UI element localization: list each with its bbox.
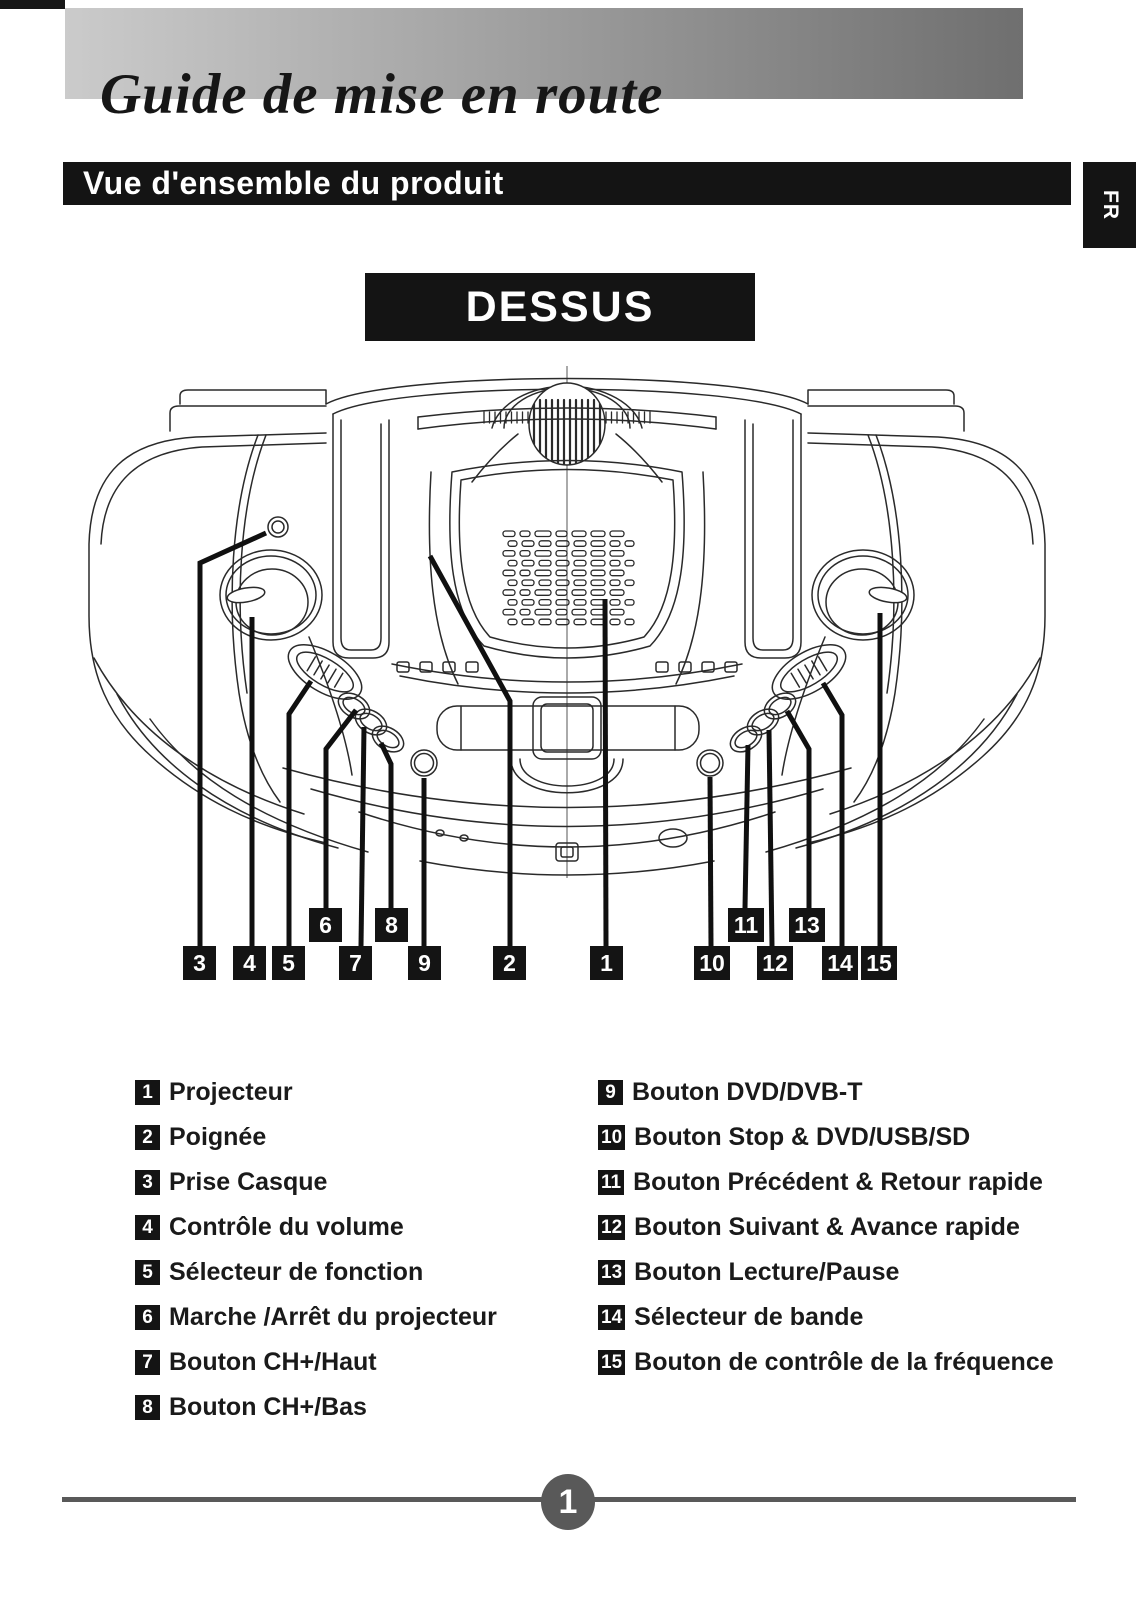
callout-6: 6: [319, 912, 332, 938]
device-top-view-diagram: [0, 350, 1136, 990]
ch-up-button: [351, 704, 391, 740]
legend-num-13: 13: [598, 1260, 625, 1285]
bottom-details: [436, 829, 687, 861]
legend-num-10: 10: [598, 1125, 625, 1150]
legend-item-9: [598, 1080, 1118, 1105]
legend-num-12: 12: [598, 1215, 625, 1240]
legend-label-9: Bouton DVD/DVB-T: [632, 1078, 863, 1106]
callout-7: 7: [349, 950, 362, 976]
legend-item-8: [135, 1395, 655, 1420]
legend-item-7: [135, 1350, 655, 1375]
legend-column-right: [598, 1080, 1118, 1395]
callout-14: 14: [827, 950, 853, 976]
legend-num-1: 1: [135, 1080, 160, 1105]
callout-11: 11: [733, 912, 759, 938]
callout-15: 15: [866, 950, 892, 976]
legend-label-11: Bouton Précédent & Retour rapide: [633, 1168, 1043, 1196]
legend-item-12: [598, 1215, 1118, 1240]
callout-9: 9: [418, 950, 431, 976]
left-top-edge-block: [170, 390, 326, 431]
callout-8: 8: [385, 912, 398, 938]
corner-strip: [0, 0, 65, 9]
legend-item-5: [135, 1260, 655, 1285]
headphone-jack: [268, 517, 288, 537]
language-tab: [1083, 162, 1136, 248]
legend-num-3: 3: [135, 1170, 160, 1195]
language-tab-label: FR: [1098, 190, 1122, 220]
legend-label-4: Contrôle du volume: [169, 1213, 404, 1241]
right-top-edge-block: [808, 390, 964, 431]
legend-label-5: Sélecteur de fonction: [169, 1258, 424, 1286]
legend-item-6: [135, 1305, 655, 1330]
callout-13: 13: [794, 912, 820, 938]
legend-num-15: 15: [598, 1350, 625, 1375]
section-header-label: Vue d'ensemble du produit: [83, 165, 504, 201]
legend-num-5: 5: [135, 1260, 160, 1285]
legend-item-11: [598, 1170, 1118, 1195]
legend-item-2: [135, 1125, 655, 1150]
legend-item-3: [135, 1170, 655, 1195]
legend-label-10: Bouton Stop & DVD/USB/SD: [634, 1123, 971, 1151]
page-title: Guide de mise en route: [100, 63, 664, 126]
legend-num-2: 2: [135, 1125, 160, 1150]
section-header-bar: [63, 162, 1071, 205]
callout-2: 2: [503, 950, 516, 976]
ch-down-button: [368, 721, 408, 757]
projector-onoff-button: [334, 688, 374, 724]
legend-label-12: Bouton Suivant & Avance rapide: [634, 1213, 1020, 1241]
callout-3: 3: [193, 950, 206, 976]
legend-num-4: 4: [135, 1215, 160, 1240]
next-ff-button: [743, 704, 783, 740]
legend-item-10: [598, 1125, 1118, 1150]
page-number-badge: [541, 1474, 595, 1530]
view-label: DESSUS: [465, 282, 655, 331]
callout-5: 5: [282, 950, 295, 976]
callout-12: 12: [762, 950, 788, 976]
legend-label-15: Bouton de contrôle de la fréquence: [634, 1348, 1054, 1376]
projector-lens-wheel: [529, 383, 605, 466]
callout-4: 4: [243, 950, 256, 976]
legend-column-left: [135, 1080, 655, 1440]
legend-label-14: Sélecteur de bande: [634, 1303, 864, 1331]
legend-item-4: [135, 1215, 655, 1240]
ventilation-grid: [503, 531, 634, 625]
callout-1: 1: [600, 950, 613, 976]
legend-item-1: [135, 1080, 655, 1105]
legend-label-8: Bouton CH+/Bas: [169, 1393, 367, 1421]
legend-item-15: [598, 1350, 1118, 1375]
legend-num-11: 11: [598, 1170, 624, 1195]
carry-handle-bar: [437, 706, 699, 750]
legend-num-9: 9: [598, 1080, 623, 1105]
legend-label-2: Poignée: [169, 1123, 267, 1151]
legend-num-6: 6: [135, 1305, 160, 1330]
view-label-box: [365, 273, 755, 341]
legend-num-7: 7: [135, 1350, 160, 1375]
callout-10: 10: [699, 950, 725, 976]
legend-label-6: Marche /Arrêt du projecteur: [169, 1303, 497, 1331]
legend-item-13: [598, 1260, 1118, 1285]
legend-item-14: [598, 1305, 1118, 1330]
legend-label-1: Projecteur: [169, 1078, 293, 1106]
legend-label-13: Bouton Lecture/Pause: [634, 1258, 900, 1286]
legend-label-3: Prise Casque: [169, 1168, 328, 1196]
legend-num-14: 14: [598, 1305, 625, 1330]
stop-button: [697, 750, 723, 776]
legend-label-7: Bouton CH+/Haut: [169, 1348, 377, 1376]
dvd-dvbt-button: [411, 750, 437, 776]
page-number: 1: [558, 1482, 578, 1521]
legend-num-8: 8: [135, 1395, 160, 1420]
